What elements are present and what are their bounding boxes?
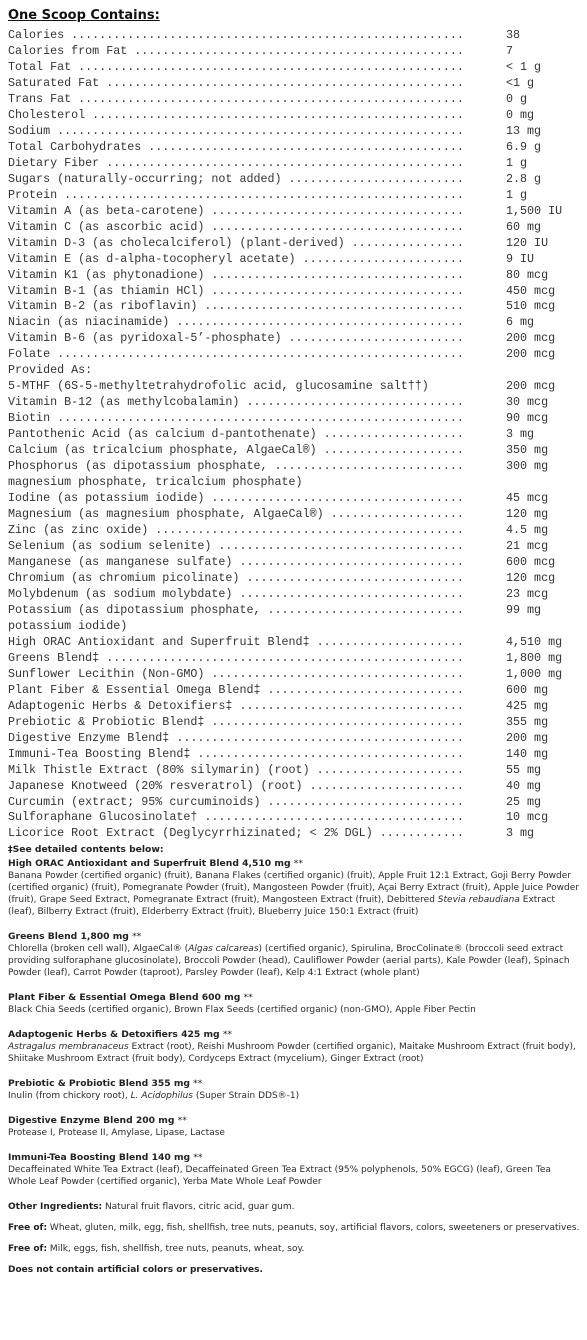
nutrient-amount: 10 mcg	[506, 810, 549, 825]
nutrient-amount: 45 mcg	[506, 491, 549, 506]
nutrient-label: Iodine (as potassium iodide) ....................................	[8, 491, 464, 506]
nutrient-row	[8, 539, 580, 555]
blend-marker: **	[132, 931, 142, 943]
nutrient-row	[8, 284, 580, 300]
blend-name: High ORAC Antioxidant and Superfruit Blend	[8, 858, 239, 870]
nutrient-row	[8, 140, 580, 156]
blend-amount: 200 mg	[135, 1115, 175, 1127]
nutrient-row	[8, 491, 580, 507]
nutrient-amount: 25 mg	[506, 794, 542, 809]
nutrient-amount: 0 mg	[506, 107, 535, 122]
blend-section	[8, 1029, 580, 1065]
nutrient-row	[8, 571, 580, 587]
ingredient-text: Banana Powder (certified organic) (fruit), Banana Flakes (certified organic) (fruit), Apple Fruit 12:1 Extract, Goji Berry Powder (certified organic) (fruit), Pomegranate Powder (fruit), Mangosteen Powder (fruit), Açai Berry Extract (fruit), Apple Juice Powder (fruit), Grape Seed Extract, Pomegranate Extract (fruit), Mangosteen Extract (fruit), Debittered	[8, 871, 579, 906]
blend-marker: **	[193, 1078, 203, 1090]
nutrient-amount: 1,800 mg	[506, 650, 563, 665]
nutrient-row	[8, 555, 580, 571]
nutrient-amount: 99 mg	[506, 602, 542, 617]
nutrient-row	[8, 459, 580, 475]
ingredient-text: Extract (root), Reishi Mushroom Powder (certified organic), Maitake Mushroom Extract (fruit body), Shiitake Mushroom Extract (fruit body), Cordyceps Extract (mycelium), Ginger Extract (root)	[8, 1042, 576, 1065]
nutrient-label: Vitamin D-3 (as cholecalciferol) (plant-derived) ................	[8, 235, 464, 250]
nutrient-amount: 300 mg	[506, 459, 549, 474]
supplement-facts-page	[8, 6, 580, 1285]
nutrient-row	[8, 315, 580, 331]
nutrient-label: Cholesterol .....................................................	[8, 107, 464, 122]
nutrient-label: Sugars (naturally-occurring; not added) .........................	[8, 171, 464, 186]
nutrient-amount: 21 mcg	[506, 539, 549, 553]
blend-name: Digestive Enzyme Blend	[8, 1115, 133, 1127]
nutrient-label: Curcumin (extract; 95% curcuminoids) ............................	[8, 794, 464, 809]
nutrient-row	[8, 395, 580, 411]
ingredient-latin-name: Stevia rebaudiana	[437, 895, 520, 906]
nutrient-row	[8, 92, 580, 108]
nutrient-row	[8, 188, 580, 204]
nutrient-row	[8, 204, 580, 220]
nutrient-row	[8, 124, 580, 140]
free-of-text-1: Wheat, gluten, milk, egg, fish, shellfish, tree nuts, peanuts, soy, artificial flavors, colors, sweeteners or preservatives.	[47, 1223, 580, 1234]
nutrient-amount: 200 mcg	[506, 347, 556, 362]
nutrient-amount: 55 mg	[506, 762, 542, 777]
nutrient-amount: 600 mg	[506, 682, 549, 697]
blend-heading	[8, 1152, 580, 1164]
nutrient-label: magnesium phosphate, tricalcium phosphate)	[8, 475, 303, 490]
nutrient-row	[8, 747, 580, 763]
blend-amount: 140 mg	[151, 1152, 191, 1164]
blend-ingredients	[8, 1090, 580, 1102]
nutrient-row	[8, 28, 580, 44]
nutrient-label: Milk Thistle Extract (80% silymarin) (root) .....................	[8, 762, 464, 777]
ingredient-text: Black Chia Seeds (certified organic), Brown Flax Seeds (certified organic) (non-GMO), Apple Fiber Pectin	[8, 1005, 476, 1016]
other-ingredients-text: Natural fruit flavors, citric acid, guar gum.	[102, 1202, 295, 1213]
nutrient-row	[8, 635, 580, 651]
nutrient-row	[8, 172, 580, 188]
nutrient-label: Vitamin B-2 (as riboflavin) .....................................	[8, 299, 464, 314]
nutrient-amount: 9 IU	[506, 251, 535, 266]
blend-marker: **	[222, 1029, 233, 1041]
ingredient-text: Extract (leaf), Bilberry Extract (fruit), Elderberry Extract (fruit), Blueberry Juice 150:1 Extract (fruit)	[8, 895, 556, 918]
blend-marker: **	[293, 858, 303, 870]
nutrient-row	[8, 826, 580, 842]
nutrient-amount: 120 IU	[506, 235, 549, 250]
nutrient-amount: 90 mcg	[506, 411, 549, 426]
nutrient-label: Sulforaphane Glucosinolate† .....................................	[8, 810, 464, 825]
nutrient-amount: 120 mg	[506, 507, 549, 522]
nutrient-amount: 13 mg	[506, 123, 542, 138]
blend-heading	[8, 858, 580, 870]
free-of-label-2: Free of:	[8, 1244, 48, 1255]
nutrient-label: Sodium ..........................................................	[8, 123, 464, 138]
nutrient-amount: 1,000 mg	[506, 666, 563, 681]
nutrient-row	[8, 236, 580, 252]
nutrient-amount: 4.5 mg	[506, 523, 549, 538]
blend-name: Adaptogenic Herbs & Detoxifiers	[8, 1029, 178, 1041]
nutrient-row	[8, 699, 580, 715]
nutrient-row	[8, 363, 580, 379]
nutrient-amount: 140 mg	[506, 746, 549, 761]
blend-ingredients	[8, 943, 580, 979]
nutrient-row	[8, 299, 580, 315]
nutrient-label: Total Fat .......................................................	[8, 59, 464, 74]
blend-ingredients	[8, 870, 580, 918]
nutrient-amount: 6.9 g	[506, 139, 542, 154]
blend-section	[8, 931, 580, 979]
nutrient-label: Plant Fiber & Essential Omega Blend‡ ............................	[8, 682, 464, 697]
nutrient-amount: 200 mcg	[506, 379, 556, 394]
nutrient-label: Vitamin K1 (as phytonadione) ....................................	[8, 267, 464, 282]
blend-heading	[8, 1078, 580, 1090]
nutrient-row	[8, 156, 580, 172]
nutrient-row	[8, 379, 580, 395]
nutrient-label: Total Carbohydrates .............................................	[8, 139, 464, 154]
blend-amount: 4,510 mg	[242, 858, 291, 870]
blend-list	[8, 858, 580, 1188]
nutrient-amount: < 1 g	[506, 59, 542, 74]
blend-name: Greens Blend	[8, 931, 78, 943]
nutrient-label: Japanese Knotweed (20% resveratrol) (root) ......................	[8, 778, 464, 793]
ingredient-text: (Super Strain DDS®-1)	[192, 1091, 300, 1102]
nutrient-row	[8, 411, 580, 427]
nutrient-label: Licorice Root Extract (Deglycyrrhizinated; < 2% DGL) ............	[8, 826, 464, 841]
nutrient-row	[8, 252, 580, 268]
nutrient-row	[8, 268, 580, 284]
blend-section	[8, 858, 580, 918]
nutrient-row	[8, 220, 580, 236]
blend-section	[8, 992, 580, 1016]
nutrient-amount: 60 mg	[506, 219, 542, 234]
nutrient-amount: 30 mcg	[506, 395, 549, 410]
nutrient-label: Digestive Enzyme Blend‡ .........................................	[8, 730, 464, 745]
nutrient-amount: 1 g	[506, 187, 528, 202]
ingredient-text: Decaffeinated White Tea Extract (leaf), Decaffeinated Green Tea Extract (95% polyphenols, 50% EGCG) (leaf), Green Tea Whole Leaf Powder (certified organic), Yerba Mate Whole Leaf Powder	[8, 1165, 551, 1188]
nutrient-row	[8, 523, 580, 539]
nutrient-row	[8, 507, 580, 523]
nutrient-row	[8, 475, 580, 491]
nutrient-row	[8, 60, 580, 76]
blend-details	[8, 844, 580, 1276]
nutrient-label: Provided As:	[8, 363, 93, 378]
ingredient-text: Inulin (from chickory root),	[8, 1091, 131, 1102]
details-heading: ‡See detailed contents below:	[8, 844, 164, 856]
nutrient-amount: 600 mcg	[506, 554, 556, 569]
nutrient-row	[8, 603, 580, 619]
blend-amount: 1,800 mg	[80, 931, 129, 943]
nutrient-label: Phosphorus (as dipotassium phosphate, ...........................	[8, 459, 464, 474]
nutrient-row	[8, 619, 580, 635]
blend-section	[8, 1078, 580, 1102]
nutrient-row	[8, 44, 580, 60]
nutrient-label: Zinc (as zinc oxide) ............................................	[8, 523, 464, 538]
nutrient-label: Vitamin B-6 (as pyridoxal-5’-phosphate) .........................	[8, 331, 464, 346]
nutrient-label: Dietary Fiber ...................................................	[8, 155, 464, 170]
blend-name: Prebiotic & Probiotic Blend	[8, 1078, 149, 1090]
nutrient-label: Vitamin B-1 (as thiamin HCl) ....................................	[8, 283, 464, 298]
nutrient-label: Selenium (as sodium selenite) ...................................	[8, 539, 464, 553]
nutrient-label: Vitamin E (as d-alpha-tocopheryl acetate) .......................	[8, 251, 464, 266]
nutrient-row	[8, 731, 580, 747]
nutrient-amount: 200 mcg	[506, 331, 556, 346]
ingredient-latin-name: Algas calcareas	[188, 944, 259, 955]
nutrient-amount: 355 mg	[506, 714, 549, 729]
blend-heading	[8, 1029, 580, 1041]
nutrient-amount: 38	[506, 28, 521, 42]
nutrient-label: Pantothenic Acid (as calcium d-pantothenate) ....................	[8, 427, 464, 442]
nutrient-label: Molybdenum (as sodium molybdate) ................................	[8, 586, 464, 601]
nutrient-label: Vitamin B-12 (as methylcobalamin) ...............................	[8, 395, 464, 410]
nutrient-label: Adaptogenic Herbs & Detoxifiers‡ ................................	[8, 698, 464, 713]
nutrient-label: 5-MTHF (6S-5-methyltetrahydrofolic acid, glucosamine salt††)	[8, 379, 429, 394]
blend-name: Immuni-Tea Boosting Blend	[8, 1152, 149, 1164]
blend-marker: **	[177, 1115, 187, 1127]
nutrient-row	[8, 108, 580, 124]
blend-marker: **	[243, 992, 253, 1004]
ingredient-text: Protease I, Protease II, Amylase, Lipase, Lactase	[8, 1128, 225, 1139]
nutrient-amount: 3 mg	[506, 826, 535, 841]
nutrient-label: Prebiotic & Probiotic Blend‡ ....................................	[8, 714, 464, 729]
nutrient-label: Greens Blend‡ ...................................................	[8, 650, 464, 665]
blend-section	[8, 1115, 580, 1139]
ingredient-latin-name: L. Acidophilus	[130, 1091, 193, 1102]
nutrient-list	[8, 28, 580, 842]
blend-heading	[8, 992, 580, 1004]
nutrient-label: Vitamin C (as ascorbic acid) ....................................	[8, 219, 464, 234]
nutrient-amount: 200 mg	[506, 730, 549, 745]
nutrient-label: Chromium (as chromium picolinate) ...............................	[8, 570, 464, 585]
nutrient-label: Folate ..........................................................	[8, 347, 464, 362]
nutrient-row	[8, 443, 580, 459]
nutrient-label: potassium iodide)	[8, 618, 128, 633]
blend-amount: 425 mg	[181, 1029, 220, 1041]
nutrient-row	[8, 587, 580, 603]
free-of-statement-1	[8, 1222, 580, 1234]
nutrient-label: Potassium (as dipotassium phosphate, ............................	[8, 602, 464, 617]
nutrient-label: Protein .........................................................	[8, 187, 464, 202]
free-of-label-1: Free of:	[8, 1223, 48, 1234]
blend-ingredients	[8, 1127, 580, 1139]
blend-ingredients	[8, 1004, 580, 1016]
nutrient-amount: 23 mcg	[506, 586, 549, 601]
nutrient-row	[8, 779, 580, 795]
nutrient-amount: 2.8 g	[506, 171, 542, 186]
ingredient-latin-name: Astragalus membranaceus	[8, 1042, 129, 1053]
nutrient-label: Saturated Fat ...................................................	[8, 75, 464, 90]
blend-marker: **	[193, 1152, 203, 1164]
blend-amount: 600 mg	[201, 992, 241, 1004]
nutrient-row	[8, 683, 580, 699]
nutrient-label: Biotin ..........................................................	[8, 411, 464, 426]
nutrient-label: Calories from Fat ...............................................	[8, 43, 464, 58]
other-ingredients	[8, 1201, 580, 1213]
blend-ingredients	[8, 1164, 580, 1188]
free-of-text-2: Milk, eggs, fish, shellfish, tree nuts, peanuts, wheat, soy.	[47, 1244, 305, 1255]
nutrient-amount: 7	[506, 43, 514, 58]
nutrient-label: Niacin (as niacinamide) .........................................	[8, 315, 464, 330]
nutrient-label: Vitamin A (as beta-carotene) ....................................	[8, 203, 464, 218]
ingredient-text: ) (certified organic), Spirulina, BrocColinate® (broccoli seed extract providing sulforaphane glucosinolate), Broccoli Powder (head), Cauliflower Powder (aerial parts), Kale Powder (leaf), Spinach Powder (leaf), Carrot Powder (taproot), Parsley Powder (leaf), Kelp 4:1 Extract (whole plant)	[8, 944, 570, 979]
nutrient-amount: 425 mg	[506, 698, 549, 713]
page-title: One Scoop Contains:	[8, 8, 160, 23]
nutrient-row	[8, 331, 580, 347]
nutrient-amount: 120 mcg	[506, 570, 556, 585]
nutrient-amount: 510 mcg	[506, 299, 556, 314]
nutrient-row	[8, 76, 580, 92]
nutrient-row	[8, 667, 580, 683]
nutrient-label: Magnesium (as magnesium phosphate, AlgaeCal®) ...................	[8, 507, 464, 522]
nutrient-amount: 4,510 mg	[506, 634, 563, 649]
nutrient-amount: 1,500 IU	[506, 203, 563, 218]
ingredient-text: Chlorella (broken cell wall), AlgaeCal® (	[8, 944, 189, 955]
nutrient-label: Immuni-Tea Boosting Blend‡ ......................................	[8, 746, 464, 761]
nutrient-amount: 450 mcg	[506, 283, 556, 298]
nutrient-row	[8, 810, 580, 826]
blend-ingredients	[8, 1041, 580, 1065]
nutrient-amount: <1 g	[506, 75, 535, 90]
nutrient-row	[8, 427, 580, 443]
blend-heading	[8, 1115, 580, 1127]
nutrient-label: Trans Fat .......................................................	[8, 91, 464, 106]
nutrient-amount: 6 mg	[506, 315, 535, 330]
nutrient-amount: 80 mcg	[506, 267, 549, 282]
nutrient-amount: 0 g	[506, 91, 528, 106]
nutrient-amount: 1 g	[506, 155, 528, 170]
nutrient-label: Calories ........................................................	[8, 28, 464, 42]
nutrient-label: High ORAC Antioxidant and Superfruit Blend‡ .....................	[8, 634, 464, 649]
nutrient-row	[8, 651, 580, 667]
nutrient-row	[8, 347, 580, 363]
nutrient-label: Manganese (as manganese sulfate) ................................	[8, 554, 464, 569]
blend-section	[8, 1152, 580, 1188]
nutrient-row	[8, 795, 580, 811]
blend-heading	[8, 931, 580, 943]
other-ingredients-label: Other Ingredients:	[8, 1202, 103, 1213]
nutrient-amount: 40 mg	[506, 778, 542, 793]
nutrient-row	[8, 715, 580, 731]
nutrient-label: Calcium (as tricalcium phosphate, AlgaeCal®) ....................	[8, 443, 464, 458]
blend-name: Plant Fiber & Essential Omega Blend	[8, 992, 199, 1004]
nutrient-row	[8, 763, 580, 779]
nutrient-label: Sunflower Lecithin (Non-GMO) ....................................	[8, 666, 464, 681]
nutrient-amount: 3 mg	[506, 427, 535, 442]
free-of-statement-2	[8, 1243, 580, 1255]
nutrient-amount: 350 mg	[506, 443, 549, 458]
blend-amount: 355 mg	[151, 1078, 190, 1090]
closing-statement: Does not contain artificial colors or preservatives.	[8, 1265, 263, 1276]
